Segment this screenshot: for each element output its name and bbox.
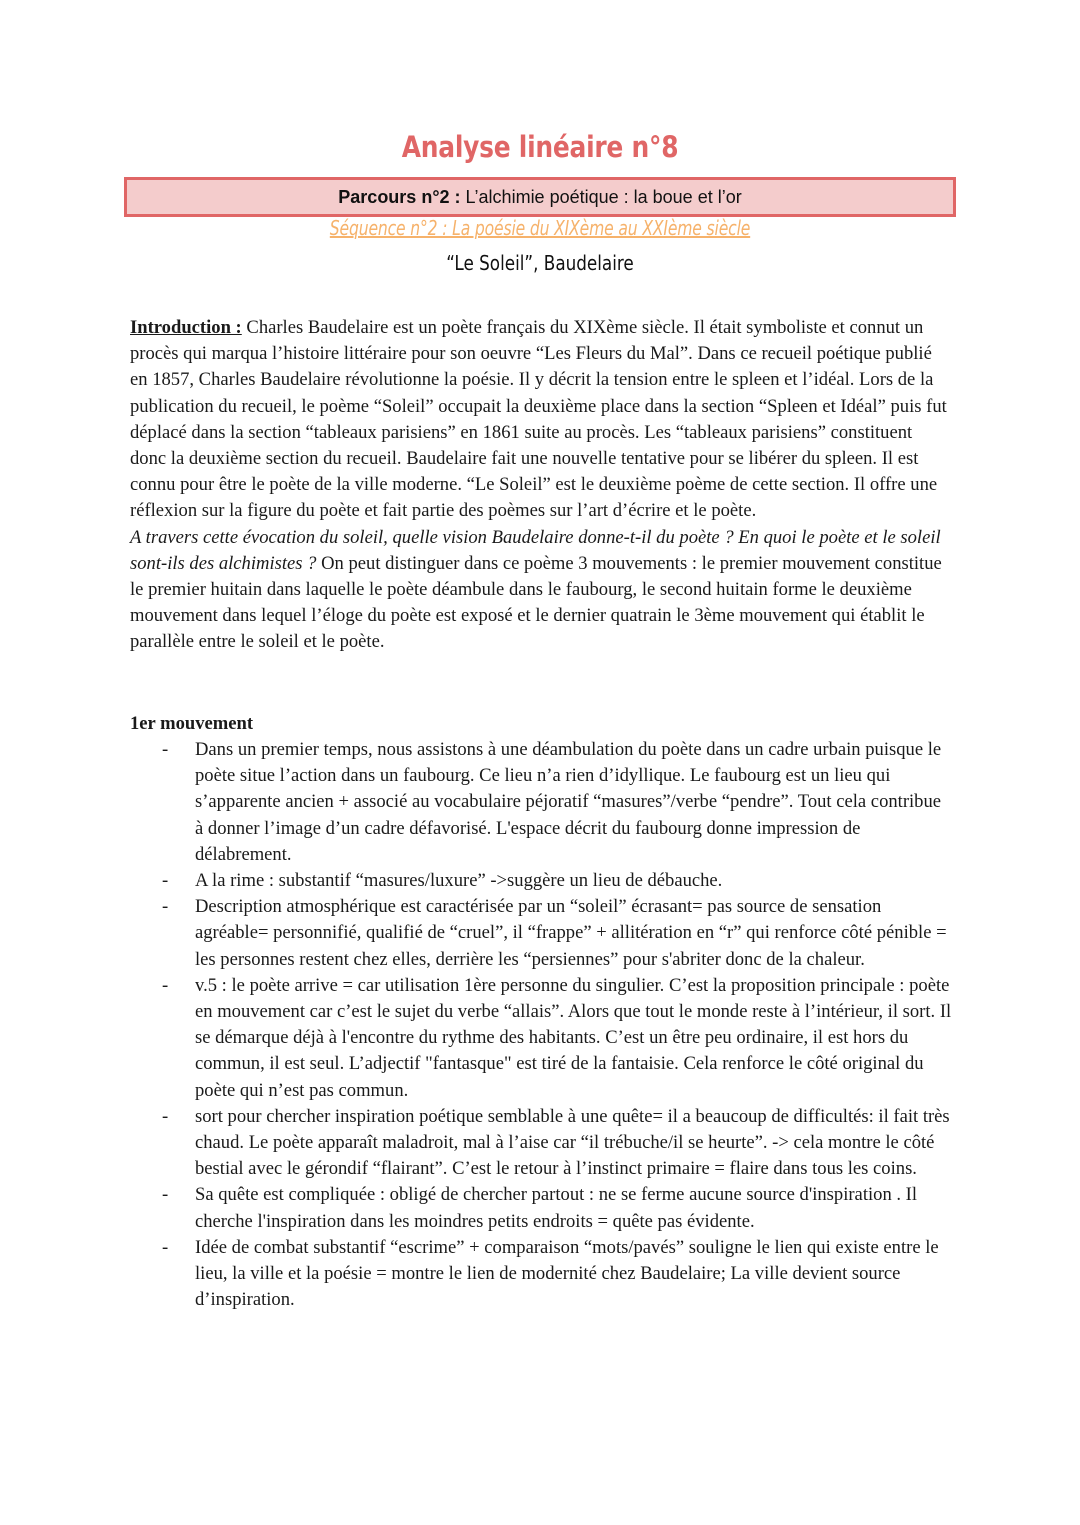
bullet-dash: - xyxy=(162,896,169,918)
list-item-text: Dans un premier temps, nous assistons à une déambulation du poète dans un cadre urbain puisque le poète situe l’action dans un faubourg. Ce lieu n’a rien d’idyllique. Le faubourg est un lieu qui s’apparente ancien + associé au vocabulaire péjoratif “masures”/verbe “pendre”. Tout cela contribue à donner l’image d’un cadre défavorisé. L'espace décrit du faubourg donne impression de délabrement. xyxy=(195,739,942,865)
parcours-banner xyxy=(124,177,956,217)
introduction-label: Introduction : xyxy=(130,317,242,338)
list-item xyxy=(130,973,952,1104)
list-item xyxy=(130,894,952,973)
list-item xyxy=(130,1104,952,1183)
plan-text: On peut distinguer dans ce poème 3 mouvements : le premier mouvement constitue le premier huitain dans laquelle le poète déambule dans le faubourg, le second huitain forme le deuxième mouvement dans lequel l’éloge du poète est exposé et le dernier quatrain le 3ème mouvement qui établit le parallèle entre le soleil et le poète. xyxy=(130,552,942,653)
introduction-text: Charles Baudelaire est un poète français du XIXème siècle. Il était symboliste et connut un procès qui marqua l’histoire littéraire pour son oeuvre “Les Fleurs du Mal”. Dans ce recueil poétique publié en 1857, Charles Baudelaire révolutionne la poésie. Il y décrit la tension entre le spleen et l’idéal. Lors de la publication du recueil, le poème “Soleil” occupait la deuxième place dans la section “Spleen et Idéal” puis fut déplacé dans la section “tableaux parisiens” en 1861 suite au procès. Les “tableaux parisiens” constituent donc la deuxième section du recueil. Baudelaire fait une nouvelle tentative pour se libérer du spleen. Il est connu pour être le poète de la ville moderne. “Le Soleil” est le deuxième poème de cette section. Il offre une réflexion sur la figure du poète et fait partie des poèmes sur l’art d’écrire et le poète. xyxy=(130,317,947,522)
list-item-text: Description atmosphérique est caractérisée par un “soleil” écrasant= pas source de sensation agréable= personnifié, qualifié de “cruel”, il “frappe” + allitération en “r” qui renforce côté pénible = les personnes restent chez elles, derrière les “persiennes” pour s'abriter donc de la chaleur. xyxy=(195,896,947,970)
bullet-dash: - xyxy=(162,870,169,892)
problematique-text: A travers cette évocation du soleil, quelle vision Baudelaire donne-t-il du poète ? En quoi le poète et le soleil sont-ils des alchimistes ? xyxy=(130,526,941,574)
document-title: Analyse linéaire n°8 xyxy=(401,130,679,164)
introduction-paragraph xyxy=(130,315,952,656)
parcours-text: L’alchimie poétique : la boue et l’or xyxy=(460,187,742,207)
list-item xyxy=(130,868,952,894)
bullet-dash: - xyxy=(162,1236,169,1258)
bullet-dash: - xyxy=(162,1184,169,1206)
sequence-heading: Séquence n°2 : La poésie du XIXème au XXIème siècle xyxy=(329,216,751,240)
list-item-text: sort pour chercher inspiration poétique semblable à une quête= il a beaucoup de difficultés: il fait très chaud. Le poète apparaît maladroit, mal à l’aise car “il trébuche/il se heurte”. -> cela montre le côté bestial avec le gérondif “flairant”. C’est le retour à l’instinct primaire = flaire dans tous les coins. xyxy=(195,1105,950,1180)
parcours-label: Parcours n°2 : xyxy=(338,187,461,207)
mouvement-bullet-list xyxy=(130,737,952,1313)
list-item-text: Sa quête est compliquée : obligé de chercher partout : ne se ferme aucune source d'inspiration . Il cherche l'inspiration dans les moindres petits endroits = quête pas évidente. xyxy=(195,1184,918,1232)
list-item-text: Idée de combat substantif “escrime” + comparaison “mots/pavés” souligne le lien qui existe entre le lieu, la ville et la poésie = montre le lien de modernité chez Baudelaire; La ville devient source d’inspiration. xyxy=(195,1236,939,1311)
bullet-dash: - xyxy=(162,739,169,760)
list-item xyxy=(130,737,952,868)
list-item-text: A la rime : substantif “masures/luxure” ->suggère un lieu de débauche. xyxy=(195,870,723,892)
bullet-dash: - xyxy=(162,974,169,996)
list-item xyxy=(130,1235,952,1314)
list-item-text: v.5 : le poète arrive = car utilisation 1ère personne du singulier. C’est la proposition principale : poète en mouvement car c’est le sujet du verbe “allais”. Alors que tout le monde reste à l’intérieur, il sort. Il se démarque déjà à l'encontre du rythme des habitants. C’est un être peu ordinaire, il est hors du commun, il est seul. L’adjectif "fantasque" est tiré de la fantaisie. Cela renforce le côté original du poète qui n’est pas commun. xyxy=(195,974,952,1101)
poem-subtitle: “Le Soleil”, Baudelaire xyxy=(446,251,634,275)
list-item xyxy=(130,1182,952,1234)
bullet-dash: - xyxy=(162,1105,169,1127)
section-heading-1er-mouvement: 1er mouvement xyxy=(130,713,254,734)
